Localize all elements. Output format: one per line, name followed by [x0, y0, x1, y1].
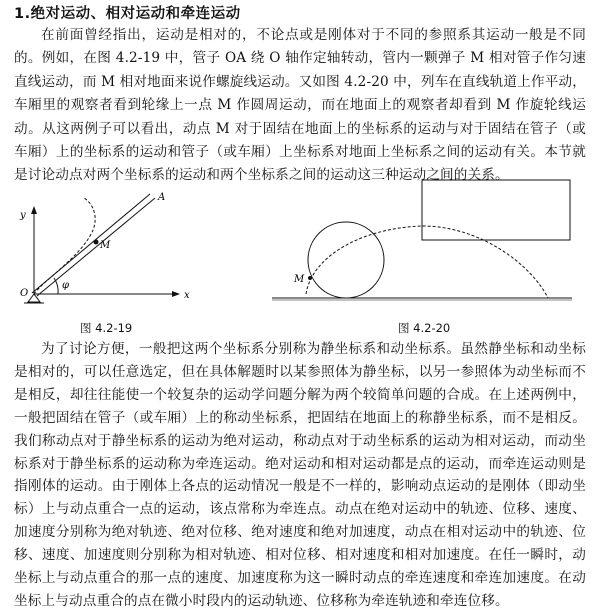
label-phi: φ — [62, 280, 70, 291]
label-x: x — [184, 290, 190, 301]
label-m: M — [294, 274, 305, 285]
cycloid-trajectory — [306, 226, 548, 298]
y-axis-arrow — [31, 206, 37, 214]
tube-oa — [32, 194, 155, 296]
x-axis-arrow — [172, 291, 180, 297]
section-heading: 1.绝对运动、相对运动和牵连运动 — [14, 6, 241, 22]
figure-4-2-20 — [272, 176, 582, 316]
caption-fig-4-2-20: 图 4.2-20 — [398, 321, 451, 335]
caption-fig-4-2-19: 图 4.2-19 — [80, 321, 133, 335]
wheel — [308, 222, 384, 298]
label-m: M — [100, 240, 111, 251]
point-m — [308, 276, 312, 280]
carriage — [422, 180, 570, 240]
figure-4-2-19 — [14, 190, 204, 315]
point-m — [94, 240, 99, 245]
label-a: A — [158, 192, 166, 203]
label-o: O — [20, 288, 29, 299]
label-y: y — [20, 210, 26, 221]
paragraph-intro: 在前面曾经指出，运动是相对的，不论点或是刚体对于不同的参照系其运动一般是不同的。例如，在图 4.2-19 中，管子 OA 绕 O 轴作定轴转动，管内一颗弹子 M 相对管子作匀速直线运动，而 M 相对地面来说作螺旋线运动。又如图 4.2-20 中，列车在直线轨道上作平动，车厢里的观察者看到轮缘上一点 M 作圆周运动，而在地面上的观察者却看到 M 作旋轮线运动。从这两例子可以看出，动点 M 对于固结在地面上的坐标系的运动与对于固结在管子（或车厢）上的坐标系的运动和管子（或车厢）上坐标系对地面上坐标系之间的运动有关。本节就是讨论动点对两个坐标系的运动和两个坐标系之间的运动这三种运动之间的关系。 — [14, 27, 586, 184]
paragraph-definitions: 为了讨论方便，一般把这两个坐标系分别称为静坐标系和动坐标系。虽然静坐标和动坐标是相对的，可以任意选定，但在具体解题时以某参照体为静坐标，以另一参照体为动坐标而不是相反，却往往能使一个较复杂的运动学问题分解为两个较简单问题的合成。在上述两例中，一般把固结在管子（或车厢）上的称动坐标系，把固结在地面上的称静坐标系，而不是相反。我们称动点对于静坐标系的运动为绝对运动，称动点对于动坐标系的运动为相对运动，而动坐标系对于静坐标系的运动称为牵连运动。绝对运动和相对运动都是点的运动，而牵连运动则是指刚体的运动。由于刚体上各点的运动情况一般是不一样的，影响动点运动的是刚体（即动坐标）上与动点重合一点的运动，该点常称为牵连点。动点在绝对运动中的轨迹、位移、速度、加速度分别称为绝对轨迹、绝对位移、绝对速度和绝对加速度，动点在相对运动中的轨迹、位移、速度、加速度则分别称为相对轨迹、相对位移、相对速度和相对加速度。在任一瞬时，动坐标上与动点重合的那一点的速度、加速度称为这一瞬时动点的牵连速度和牵连加速度。在动坐标上与动点重合的点在微小时段内的运动轨迹、位移称为牵连轨迹和牵连位移。 — [14, 341, 586, 609]
